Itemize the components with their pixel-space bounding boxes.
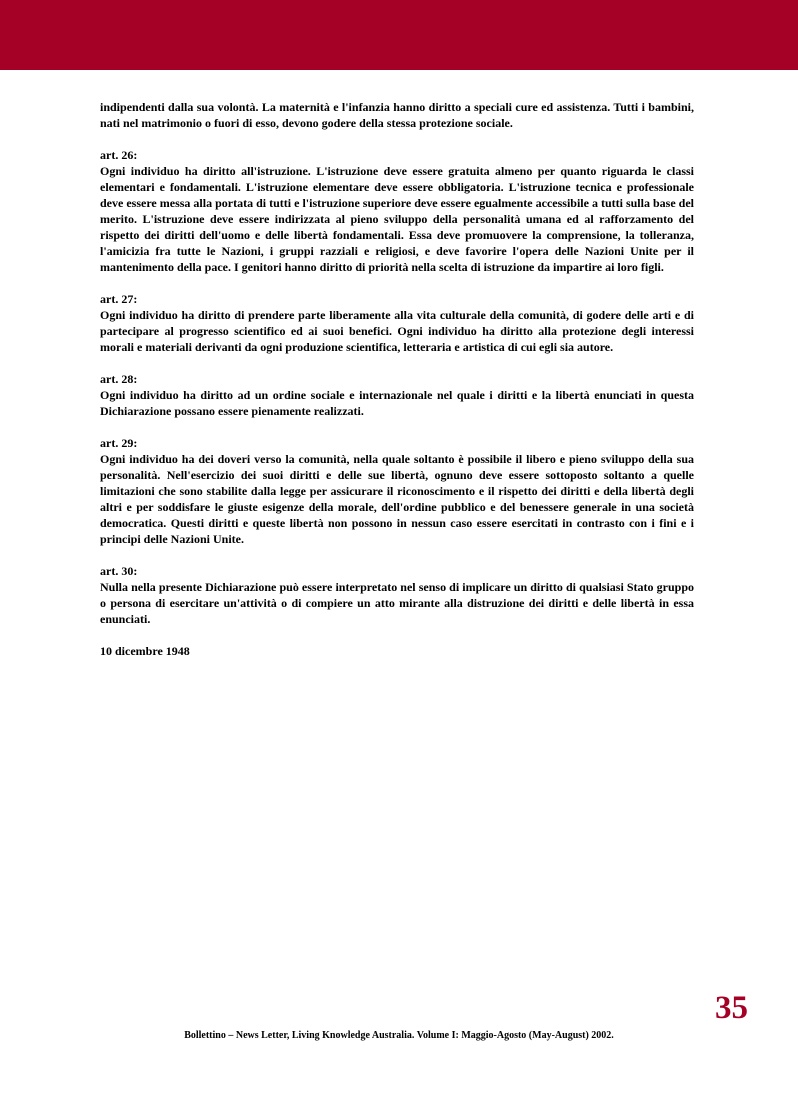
article-27 — [100, 291, 694, 355]
intro-paragraph: indipendenti dalla sua volontà. La maternità e l'infanzia hanno diritto a speciali cure ed assistenza. Tutti i bambini, nati nel matrimonio o fuori di esso, devono godere della stessa protezione sociale. — [100, 100, 694, 130]
article-text: Ogni individuo ha dei doveri verso la comunità, nella quale soltanto è possibile il libero e pieno sviluppo della sua personalità. Nell'esercizio dei suoi diritti e delle sue libertà, ognuno deve essere sottoposto soltanto a quelle limitazioni che sono stabilite dalla legge per assicurare il riconoscimento e il rispetto dei diritti e della libertà degli altri e per soddisfare le giuste esigenze della morale, dell'ordine pubblico e del benessere generale in una società democratica. Questi diritti e queste libertà non possono in nessun caso essere esercitati in contrasto con i fini e i principi delle Nazioni Unite. — [100, 452, 694, 546]
document-body — [100, 99, 694, 659]
article-text: Nulla nella presente Dichiarazione può essere interpretato nel senso di implicare un diritto di qualsiasi Stato gruppo o persona di esercitare un'attività o di compiere un atto mirante alla distruzione dei diritti e delle libertà in essa enunciati. — [100, 580, 694, 626]
header-band — [0, 0, 798, 70]
article-text: Ogni individuo ha diritto ad un ordine sociale e internazionale nel quale i diritti e la libertà enunciati in questa Dichiarazione possano essere pienamente realizzati. — [100, 388, 694, 418]
date-line: 10 dicembre 1948 — [100, 644, 190, 658]
footer-citation: Bollettino – News Letter, Living Knowledge Australia. Volume I: Maggio-Agosto (May-August) 2002. — [184, 1030, 614, 1041]
article-28 — [100, 371, 694, 419]
article-text: Ogni individuo ha diritto di prendere parte liberamente alla vita culturale della comunità, di godere delle arti e di partecipare al progresso scientifico ed ai suoi benefici. Ogni individuo ha diritto alla protezione degli interessi morali e materiali derivanti da ogni produzione scientifica, letteraria e artistica di cui egli sia autore. — [100, 308, 694, 354]
page-number: 35 — [715, 990, 748, 1026]
article-title: art. 26: — [100, 148, 138, 162]
article-text: Ogni individuo ha diritto all'istruzione. L'istruzione deve essere gratuita almeno per quanto riguarda le classi elementari e fondamentali. L'istruzione elementare deve essere obbligatoria. L'istruzione tecnica e professionale deve essere messa alla portata di tutti e l'istruzione superiore deve essere egualmente accessibile a tutti sulla base del merito. L'istruzione deve essere indirizzata al pieno sviluppo della personalità umana ed al rafforzamento del rispetto dei diritti dell'uomo e delle libertà fondamentali. Essa deve promuovere la comprensione, la tolleranza, l'amicizia fra tutte le Nazioni, i gruppi razziali e religiosi, e deve favorire l'opera delle Nazioni Unite per il mantenimento della pace. I genitori hanno diritto di priorità nella scelta di istruzione da impartire ai loro figli. — [100, 164, 694, 274]
article-title: art. 30: — [100, 564, 138, 578]
article-26 — [100, 147, 694, 275]
article-title: art. 27: — [100, 292, 138, 306]
article-29 — [100, 435, 694, 547]
article-30 — [100, 563, 694, 627]
article-title: art. 28: — [100, 372, 138, 386]
article-title: art. 29: — [100, 436, 138, 450]
